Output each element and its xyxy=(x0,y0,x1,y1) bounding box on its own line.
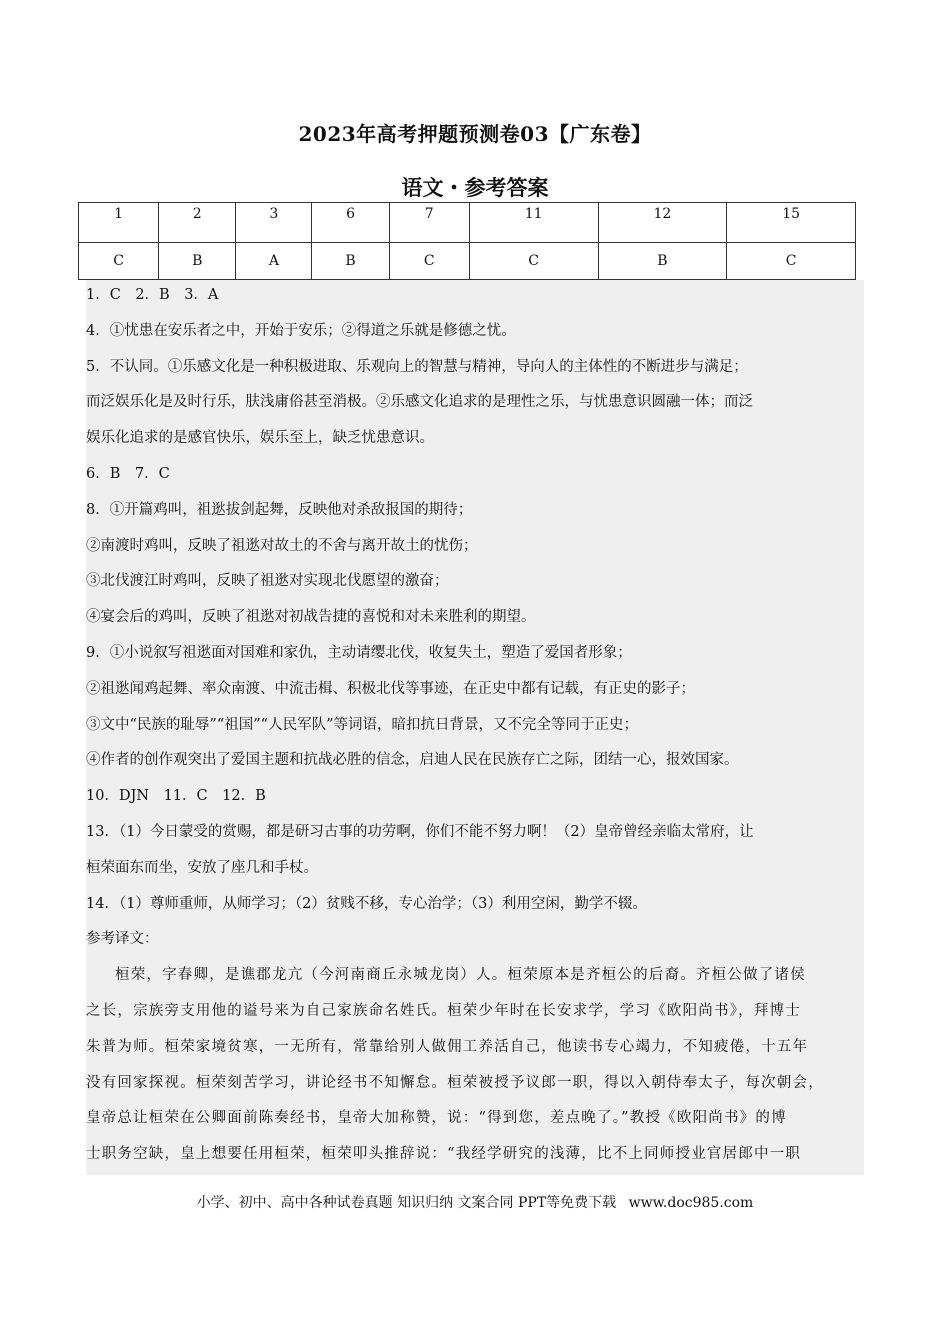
page-title: 2023年高考押题预测卷03【广东卷】 xyxy=(298,122,652,146)
table-answer-row xyxy=(79,243,856,280)
table-answer-cell: C xyxy=(727,243,856,280)
table-header-cell: 7 xyxy=(389,203,469,243)
translation-heading: 参考译文： xyxy=(86,931,159,948)
translation-line: 士职务空缺，皇上想要任用桓荣，桓荣叩头推辞说：“我经学研究的浅薄，比不上同师授业官居郎中一职 xyxy=(86,1146,802,1163)
answer-line: 1．C 2．B 3．A xyxy=(86,287,219,303)
translation-line: 桓荣，字春卿，是谯郡龙亢（今河南商丘永城龙岗）人。桓荣原本是齐桓公的后裔。齐桓公做了诸侯 xyxy=(115,967,806,984)
translation-line: 之长，宗族旁支用他的谥号来为自己家族命名姓氏。桓荣少年时在长安求学，学习《欧阳尚书》，拜博士 xyxy=(86,1002,801,1019)
translation-line: 没有回家探视。桓荣刻苦学习，讲论经书不知懈怠。桓荣被授予议郎一职，得以入朝侍奉太子，每次朝会， xyxy=(86,1074,824,1091)
answer-table xyxy=(78,202,856,280)
answer-line: ②祖逖闻鸡起舞、率众南渡、中流击楫、积极北伐等事迹，在正史中都有记载，有正史的影子； xyxy=(86,680,695,697)
answer-line: 14．（1）尊师重师，从师学习；（2）贫贱不移，专心治学；（3）利用空闲，勤学不辍。 xyxy=(86,895,647,912)
answer-line: 9．①小说叙写祖逖面对国难和家仇，主动请缨北伐，收复失土，塑造了爱国者形象； xyxy=(86,644,632,661)
answer-line: ③文中“民族的耻辱”“祖国”“人民军队”等词语，暗扣抗日背景，又不完全等同于正史； xyxy=(86,716,638,733)
footer-url[interactable]: www.doc985.com xyxy=(628,1195,754,1211)
table-header-cell: 2 xyxy=(159,203,236,243)
table-header-cell: 6 xyxy=(312,203,389,243)
answer-line: 8．①开篇鸡叫，祖逖拔剑起舞，反映他对杀敌报国的期待； xyxy=(86,501,473,518)
table-answer-cell: C xyxy=(79,243,159,280)
table-header-cell: 11 xyxy=(469,203,598,243)
answer-line: 娱乐化追求的是感官快乐，娱乐至上，缺乏忧患意识。 xyxy=(86,430,434,447)
table-answer-cell: C xyxy=(389,243,469,280)
table-header-row xyxy=(79,203,856,243)
answer-line: 5．不认同。①乐感文化是一种积极进取、乐观向上的智慧与精神，导向人的主体性的不断进步与满足； xyxy=(86,358,748,375)
answer-line: 13．（1）今日蒙受的赏赐，都是研习古事的功劳啊，你们不能不努力啊！（2）皇帝曾经亲临太常府，让 xyxy=(86,823,754,840)
answer-body xyxy=(86,282,864,1177)
answer-line: 桓荣面东而坐，安放了座几和手杖。 xyxy=(86,859,318,876)
answer-line: 4．①忧患在安乐者之中，开始于安乐；②得道之乐就是修德之忧。 xyxy=(86,322,516,339)
answer-line: 10．DJN 11．C 12．B xyxy=(86,788,266,805)
table-answer-cell: C xyxy=(469,243,598,280)
answer-line: ③北伐渡江时鸡叫，反映了祖逖对实现北伐愿望的激奋； xyxy=(86,573,449,590)
translation-line: 皇帝总让桓荣在公卿面前陈奏经书，皇帝大加称赞，说：“得到您，差点晚了。”教授《欧阳尚书》的博 xyxy=(86,1110,787,1127)
table-answer-cell: B xyxy=(598,243,727,280)
table-answer-cell: B xyxy=(159,243,236,280)
page-subtitle: 语文・参考答案 xyxy=(401,175,549,200)
table-header-cell: 3 xyxy=(236,203,312,243)
translation-line: 朱普为师。桓荣家境贫寒，一无所有，常靠给别人做佣工养活自己，他读书专心竭力，不知疲倦，十五年 xyxy=(86,1038,809,1055)
answer-line: 6．B 7．C xyxy=(86,465,170,482)
answer-line: ④作者的创作观突出了爱国主题和抗战必胜的信念，启迪人民在民族存亡之际，团结一心，报效国家。 xyxy=(86,752,739,769)
table-header-cell: 12 xyxy=(598,203,727,243)
footer-text: 小学、初中、高中各种试卷真题 知识归纳 文案合同 PPT等免费下载 xyxy=(196,1195,617,1211)
answer-line: 而泛娱乐化是及时行乐，肤浅庸俗甚至消极。②乐感文化追求的是理性之乐，与忧患意识圆融一体；而泛 xyxy=(86,394,753,411)
table-answer-cell: B xyxy=(312,243,389,280)
table-header-cell: 15 xyxy=(727,203,856,243)
table-answer-cell: A xyxy=(236,243,312,280)
page-footer xyxy=(0,1192,950,1212)
answer-line: ④宴会后的鸡叫，反映了祖逖对初战告捷的喜悦和对未来胜利的期望。 xyxy=(86,609,536,626)
answer-line: ②南渡时鸡叫，反映了祖逖对故土的不舍与离开故土的忧伤； xyxy=(86,537,478,554)
table-header-cell: 1 xyxy=(79,203,159,243)
